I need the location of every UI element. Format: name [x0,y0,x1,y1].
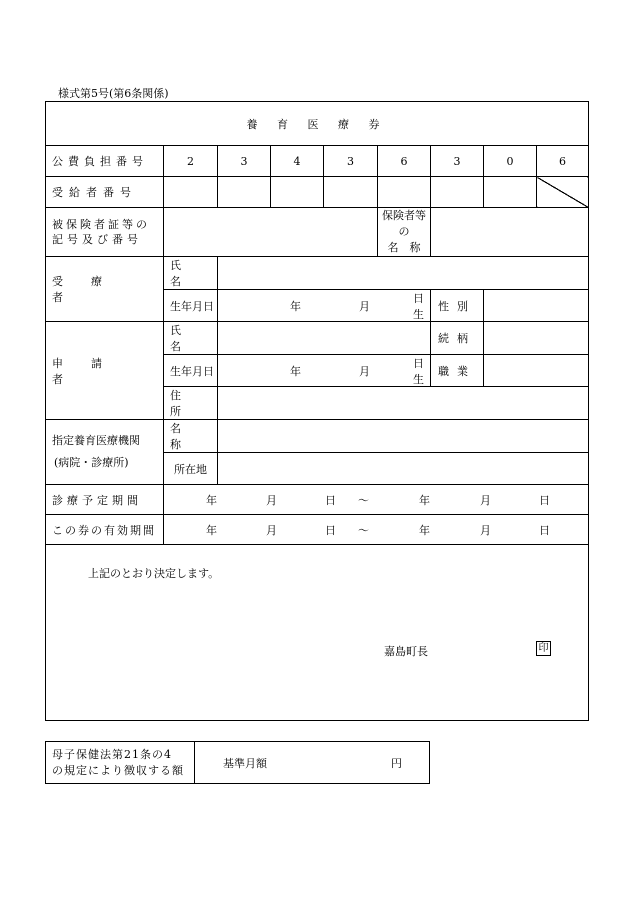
decision-text: 上記のとおり決定します。 [88,567,220,580]
public-payer-row [46,146,589,177]
recipient-digit-cell[interactable] [378,177,431,208]
insurer-name-field[interactable] [431,208,589,257]
facility-name-label: 名称 [170,422,195,451]
payer-digit: 3 [324,146,378,177]
recipient-label: 受給者番号 [52,186,137,199]
applicant-relation-label: 続柄 [431,322,484,355]
insurer-name-label-line2: 名 称 [387,241,421,254]
applicant-dob-month: 月 [359,364,370,378]
facility-label-line2: (病院・診療所) [54,456,129,469]
payer-digit: 2 [164,146,218,177]
recipient-crossed-cell [537,177,589,208]
recipient-row [46,177,589,208]
validity-tilde: ～ [358,523,369,537]
payer-digit: 4 [271,146,324,177]
recipient-digit-cell[interactable] [218,177,271,208]
patient-dob-field[interactable] [218,290,431,322]
fee-table [45,741,430,784]
fee-unit: 円 [391,756,402,770]
validity-label: この券の有効期間 [52,523,156,537]
ticket-title: 養 育 医 療 券 [46,102,589,146]
validity-start-day: 日 [325,523,336,537]
recipient-digit-cell[interactable] [324,177,378,208]
validity-period-field[interactable] [164,515,589,545]
facility-label-line1: 指定養育医療機関 [52,434,140,447]
schedule-period-field[interactable] [164,485,589,515]
payer-digit: 0 [484,146,537,177]
applicant-relation-field[interactable] [484,322,589,355]
validity-start-year: 年 [206,523,217,537]
payer-digit: 3 [218,146,271,177]
schedule-end-year: 年 [419,493,430,507]
patient-sex-label: 性別 [431,290,484,322]
applicant-dob-day: 日生 [413,356,424,386]
insurance-label-line1: 被保険者証等の [52,218,150,231]
insurer-name-label-line1: 保険者等の [382,209,426,238]
facility-location-label: 所在地 [164,453,218,485]
payer-digit: 6 [537,146,589,177]
applicant-dob-year: 年 [290,364,301,378]
patient-name-label: 氏名 [170,259,195,288]
applicant-name-field[interactable] [218,322,431,355]
fee-label-line2: の規定により徴収する額 [52,763,184,777]
applicant-job-field[interactable] [484,355,589,387]
fee-base-label: 基準月額 [223,756,267,770]
insurance-row [46,208,589,257]
insurance-label-line2: 記号及び番号 [52,233,142,246]
facility-location-field[interactable] [218,453,589,485]
schedule-tilde: ～ [358,493,369,507]
validity-start-month: 月 [266,523,277,537]
recipient-digit-cell[interactable] [164,177,218,208]
recipient-digit-cell[interactable] [484,177,537,208]
fee-label-line1: 母子保健法第21条の4 [52,747,172,761]
patient-dob-day: 日生 [413,291,424,321]
patient-dob-year: 年 [290,299,301,313]
medical-ticket-table [45,101,589,721]
validity-end-day: 日 [539,523,550,537]
applicant-address-field[interactable] [218,387,589,420]
applicant-name-label: 氏名 [170,324,195,353]
payer-digit: 6 [378,146,431,177]
schedule-start-year: 年 [206,493,217,507]
decision-section [46,545,589,721]
insurance-number-field[interactable] [164,208,378,257]
payer-digit: 3 [431,146,484,177]
patient-name-field[interactable] [218,257,589,290]
applicant-address-label: 住所 [170,389,195,418]
recipient-digit-cell[interactable] [271,177,324,208]
facility-name-field[interactable] [218,420,589,453]
form-number-label: 様式第5号(第6条関係) [58,87,169,100]
applicant-job-label: 職業 [431,355,484,387]
patient-dob-month: 月 [359,299,370,313]
applicant-dob-label: 生年月日 [164,355,218,387]
patient-sex-field[interactable] [484,290,589,322]
public-payer-label-text: 公費負担番号 [52,155,148,168]
patient-label: 受療者 [52,275,130,304]
applicant-dob-field[interactable] [218,355,431,387]
schedule-label: 診療予定期間 [52,493,142,507]
validity-end-month: 月 [480,523,491,537]
mayor-signature: 嘉島町長 [384,645,428,658]
patient-dob-label: 生年月日 [164,290,218,322]
schedule-start-month: 月 [266,493,277,507]
validity-end-year: 年 [419,523,430,537]
schedule-start-day: 日 [325,493,336,507]
schedule-end-day: 日 [539,493,550,507]
seal-stamp: 印 [536,641,551,656]
public-payer-label [46,146,164,177]
schedule-end-month: 月 [480,493,491,507]
applicant-label: 申請者 [52,356,130,386]
fee-amount-field[interactable] [195,742,430,784]
recipient-digit-cell[interactable] [431,177,484,208]
